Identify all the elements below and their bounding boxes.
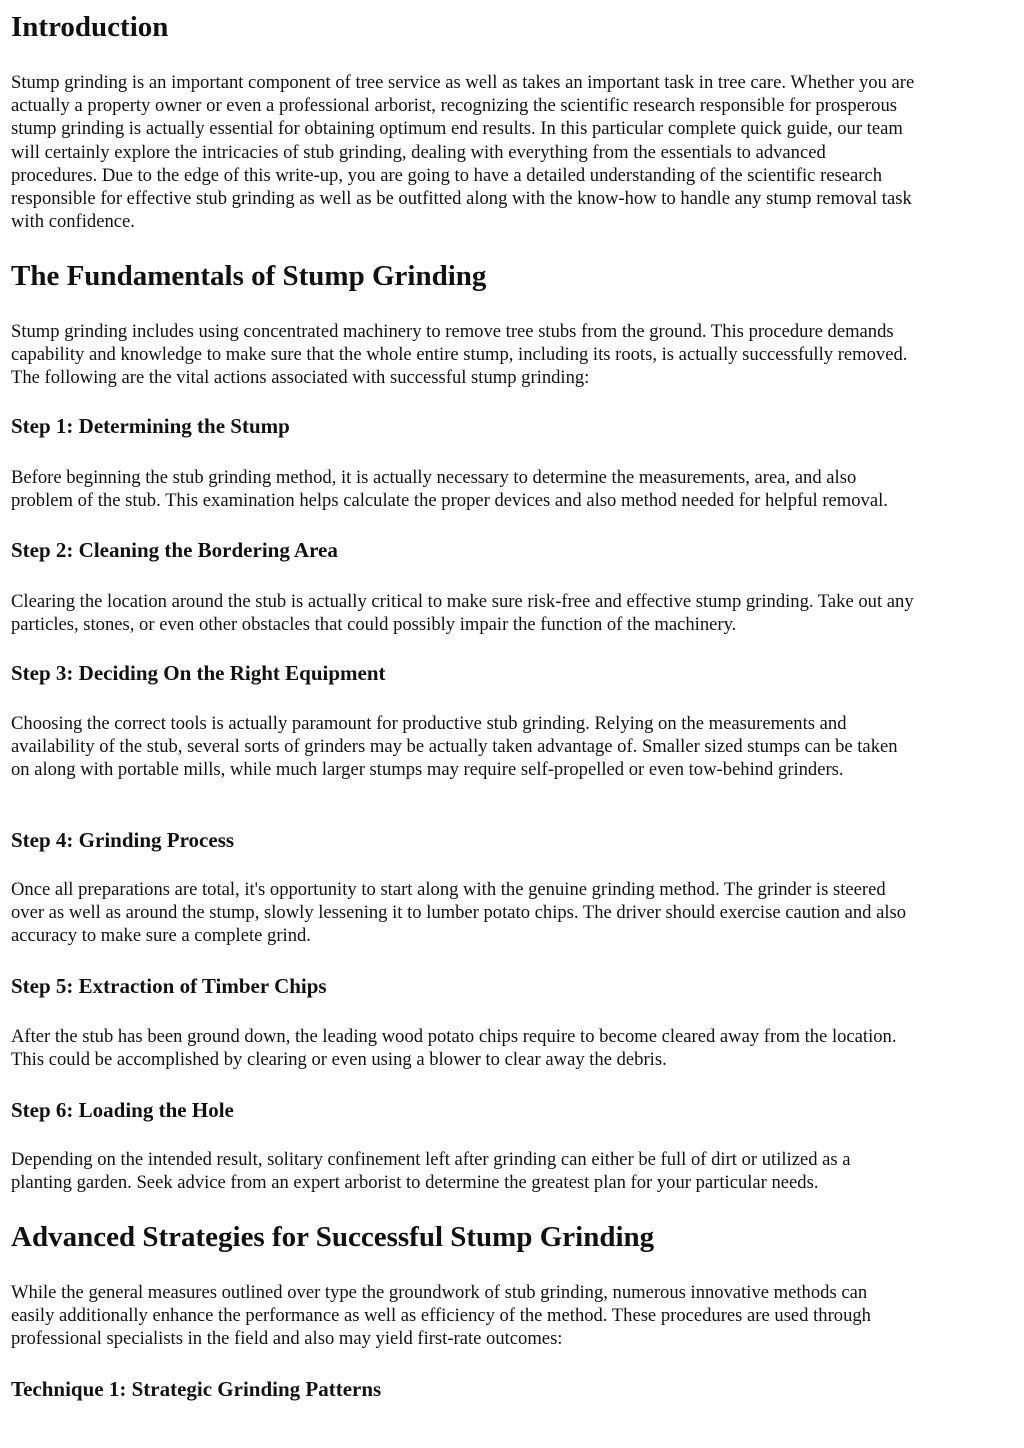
fundamentals-paragraph [11,320,907,390]
step-6-line: Depending on the intended result, solitary confinement left after grinding can either be full of dirt or utilized as a [11,1149,851,1170]
intro-line: with confidence. [11,211,135,233]
fundamentals-line: The following are the vital actions associated with successful stump grinding: [11,367,590,389]
step-2-heading: Step 2: Cleaning the Bordering Area [11,538,338,562]
step-5-paragraph [11,1025,897,1071]
step-4-paragraph [11,878,906,948]
step-2-line: particles, stones, or even other obstacles that could possibly impair the function of the machinery. [11,614,737,636]
intro-line: Stump grinding is an important component of tree service as well as takes an important task in tree care. Whether you are [11,72,915,93]
step-2-line: Clearing the location around the stub is actually critical to make sure risk-free and effective stump grinding. Take out any [11,591,914,612]
advanced-paragraph [11,1281,871,1351]
step-1-line: problem of the stub. This examination helps calculate the proper devices and also method needed for helpful removal. [11,490,888,512]
step-3-heading: Step 3: Deciding On the Right Equipment [11,661,386,685]
advanced-line: professional specialists in the field and also may yield first-rate outcomes: [11,1328,563,1350]
step-6-paragraph [11,1148,851,1194]
step-3-line: on along with portable mills, while much larger stumps may require self-propelled or even tow-behind grinders. [11,759,844,781]
fundamentals-heading: The Fundamentals of Stump Grinding [11,260,487,292]
step-6-heading: Step 6: Loading the Hole [11,1098,234,1122]
intro-line: actually a property owner or even a professional arborist, recognizing the scientific research responsible for prosperous [11,95,897,117]
step-1-line: Before beginning the stub grinding method, it is actually necessary to determine the measurements, area, and also [11,467,857,488]
advanced-line: While the general measures outlined over type the groundwork of stub grinding, numerous innovative methods can [11,1282,868,1303]
intro-line: will certainly explore the intricacies of stub grinding, dealing with everything from the essentials to advanced [11,141,826,163]
step-5-line: This could be accomplished by clearing or even using a blower to clear away the debris. [11,1049,667,1071]
intro-line: procedures. Due to the edge of this write-up, you are going to have a detailed understanding of the scientific research [11,164,883,186]
intro-paragraph [11,71,914,233]
step-3-line: Choosing the correct tools is actually paramount for productive stub grinding. Relying on the measurements and [11,713,847,734]
step-1-heading: Step 1: Determining the Stump [11,414,290,438]
step-2-paragraph [11,590,914,636]
step-4-line: over as well as around the stump, slowly lessening it to lumber potato chips. The driver should exercise caution and also [11,902,907,924]
step-5-line: After the stub has been ground down, the leading wood potato chips require to become cleared away from the location. [11,1026,897,1047]
fundamentals-line: capability and knowledge to make sure that the whole entire stump, including its roots, is actually successfully removed. [11,344,908,366]
step-1-paragraph [11,466,888,512]
step-3-paragraph [11,712,898,782]
step-3-line: availability of the stub, several sorts of grinders may be actually taken advantage of. Smaller sized stumps can be taken [11,736,898,758]
advanced-heading: Advanced Strategies for Successful Stump Grinding [11,1221,655,1253]
intro-line: responsible for effective stub grinding as well as be outfitted along with the know-how to handle any stump removal task [11,188,912,210]
technique-1-heading: Technique 1: Strategic Grinding Patterns [11,1377,382,1401]
fundamentals-line: Stump grinding includes using concentrated machinery to remove tree stubs from the ground. This procedure demands [11,321,894,342]
advanced-line: easily additionally enhance the performance as well as efficiency of the method. These procedures are used through [11,1305,871,1327]
intro-line: stump grinding is actually essential for obtaining optimum end results. In this particular complete quick guide, our team [11,118,903,140]
intro-heading: Introduction [11,11,169,43]
step-5-heading: Step 5: Extraction of Timber Chips [11,974,327,998]
step-4-heading: Step 4: Grinding Process [11,828,235,852]
step-6-line: planting garden. Seek advice from an expert arborist to determine the greatest plan for your particular needs. [11,1172,819,1194]
step-4-line: Once all preparations are total, it's opportunity to start along with the genuine grinding method. The grinder is steered [11,879,886,900]
step-4-line: accuracy to make sure a complete grind. [11,925,311,947]
